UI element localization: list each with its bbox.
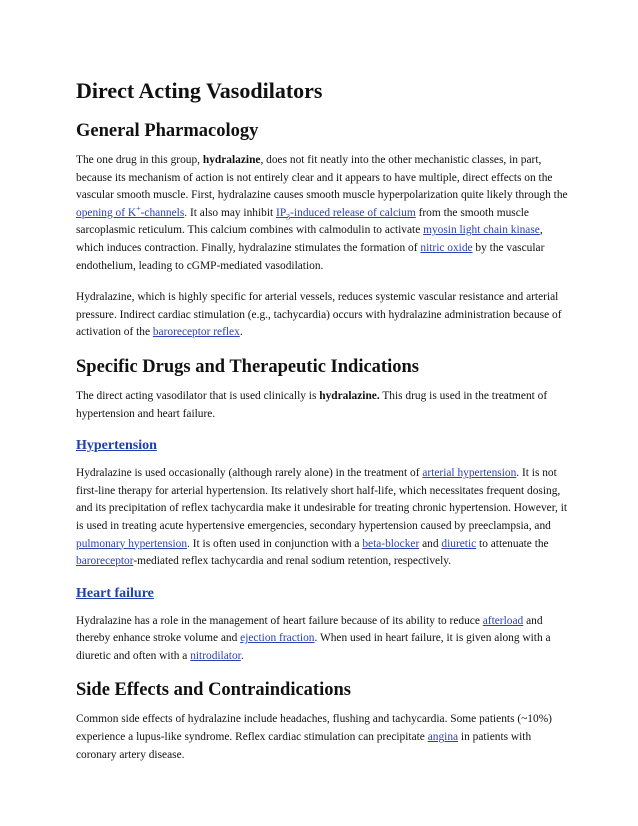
link-afterload[interactable]: afterload: [482, 614, 524, 627]
heading-specific-drugs: Specific Drugs and Therapeutic Indications: [76, 356, 419, 377]
paragraph-general-hemodynamics: Hydralazine, which is highly specific for arterial vessels, reduces systemic vascular resistance and arterial pressure. Indirect cardiac stimulation (e.g., tachycardia) occurs with hydralazine administration because of activation of the baroreceptor reflex.: [76, 291, 562, 339]
document-page: [76, 78, 568, 778]
heading-general-pharmacology: General Pharmacology: [76, 121, 259, 141]
bold-hydralazine-clinical: hydralazine.: [319, 389, 380, 402]
paragraph-specific-drugs: The direct acting vasodilator that is used clinically is hydralazine. This drug is used in the treatment of hypertension and heart failure.: [76, 389, 548, 420]
heading-hypertension[interactable]: [76, 437, 568, 455]
link-beta-blocker[interactable]: beta-blocker: [362, 537, 420, 550]
link-arterial-hypertension[interactable]: arterial hypertension: [422, 467, 517, 480]
link-myosin-light-chain-kinase[interactable]: myosin light chain kinase: [423, 224, 540, 237]
paragraph-hypertension: Hydralazine is used occasionally (although rarely alone) in the treatment of arterial hypertension. It is not first-line therapy for arterial hypertension. Its relatively short half-life, which necessitates frequent dosing, and its precipitation of reflex tachycardia make it undesirable for treating chronic hypertension. However, it is used in treating acute hypertensive emergencies, secondary hypertension caused by preeclampsia, and pulmonary hypertension. It is often used in conjunction with a beta-blocker and diuretic to attenuate the baroreceptor-mediated reflex tachycardia and renal sodium retention, respectively.: [76, 467, 568, 568]
heading-side-effects: Side Effects and Contraindications: [76, 680, 351, 701]
link-nitric-oxide[interactable]: nitric oxide: [420, 241, 473, 254]
link-baroreceptor[interactable]: baroreceptor: [76, 555, 134, 568]
bold-hydralazine: hydralazine: [202, 154, 261, 166]
paragraph-general-mechanism: The one drug in this group, hydralazine, does not fit neatly into the other mechanistic classes, in part, because its mechanism of action is not entirely clear and it appears to have multiple, direct effects on the vascular smooth muscle. First, hydralazine causes smooth muscle hyperpolarization quite likely through the opening of K+-channels. It also may inhibit $IP_3$-induced release of calcium from the smooth muscle sarcoplasmic reticulum. This calcium combines with calmodulin to activate myosin light chain kinase, which induces contraction. Finally, hydralazine stimulates the formation of nitric oxide by the vascular endothelium, leading to cGMP-mediated vasodilation.: [76, 154, 568, 272]
paragraph-heart-failure: Hydralazine has a role in the management of heart failure because of its ability to reduce afterload and thereby enhance stroke volume and ejection fraction. When used in heart failure, it is given along with a diuretic and often with a nitrodilator.: [76, 614, 551, 662]
link-opening-of-k-channels[interactable]: opening of K+-channels: [76, 203, 185, 219]
link-nitrodilator[interactable]: nitrodilator: [190, 649, 241, 662]
link-ip3-induced-release-of-calcium[interactable]: $IP_3$-induced release of calcium: [276, 206, 416, 222]
link-diuretic[interactable]: diuretic: [441, 537, 477, 550]
link-ejection-fraction[interactable]: ejection fraction: [240, 632, 315, 645]
paragraph-side-effects: Common side effects of hydralazine include headaches, flushing and tachycardia. Some patients (~10%) experience a lupus-like syndrome. Reflex cardiac stimulation can precipitate angina in patients with coronary artery disease.: [76, 713, 552, 761]
link-angina[interactable]: angina: [427, 731, 459, 744]
link-baroreceptor-reflex[interactable]: baroreceptor reflex: [152, 326, 240, 339]
link-heart-failure-heading[interactable]: Heart failure: [76, 585, 154, 601]
link-pulmonary-hypertension[interactable]: pulmonary hypertension: [76, 537, 188, 550]
link-hypertension-heading[interactable]: Hypertension: [76, 438, 157, 454]
heading-heart-failure[interactable]: [76, 585, 568, 603]
document-title: Direct Acting Vasodilators: [76, 78, 323, 103]
